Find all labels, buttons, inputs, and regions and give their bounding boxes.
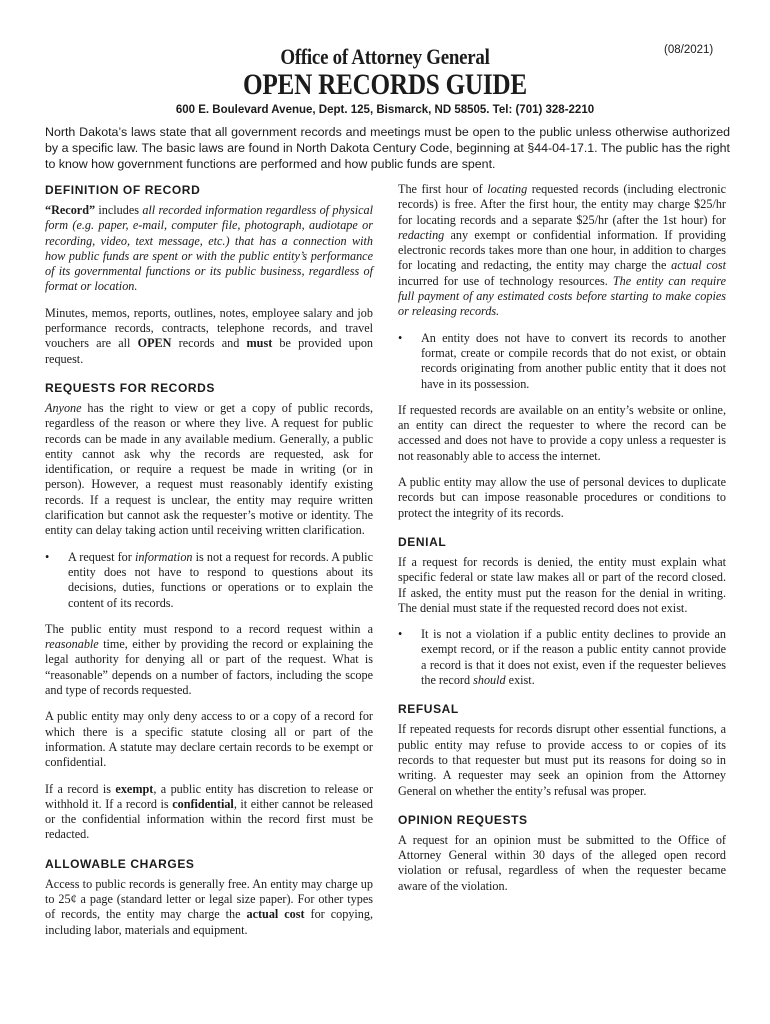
refusal-paragraph: If repeated requests for records disrupt other essential functions, a public entity may refuse to provide access to or copies of its records to that requester but must put its reasons for doing so in writing. A requester may seek an opinion from the Attorney General on whether the entity’s refusal was proper. (398, 722, 726, 798)
left-column (45, 182, 373, 949)
denial-section (398, 534, 726, 688)
must-term: must (246, 336, 273, 351)
actual-cost-term: actual cost (671, 258, 726, 273)
opinion-paragraph: A request for an opinion must be submitted to the Office of Attorney General within 30 days of the alleged open record violation or refusal, regardless of when the requester became aware of the violation. (398, 832, 726, 893)
text-run: The public entity must respond to a record request within a (45, 621, 373, 636)
includes-text: includes (95, 203, 143, 217)
denial-heading: DENIAL (398, 534, 447, 549)
text-run: be provided upon request. (45, 336, 374, 366)
anyone-term: Anyone (45, 400, 82, 415)
charges-bullet: • An entity does not have to convert its records to another format, create or compile records that do not exist, or obtain records originating from another public entity that it does not have in its possession. (398, 331, 726, 392)
locating-term: locating (487, 182, 528, 196)
right-column (398, 182, 726, 905)
exempt-term: exempt (115, 781, 154, 796)
text-run: time, either by providing the record or explaining the legal authority for denying all or part of the request. What is “reasonable” depends on a number of factors, including the scope and type of records requested. (45, 637, 373, 698)
text-run: Minutes, memos, reports, outlines, notes, employee salary and job performance records, contracts, telephone records, and travel vouchers are all (45, 305, 373, 351)
requests-paragraph-2 (45, 622, 373, 698)
page-title: OPEN RECORDS GUIDE (243, 68, 527, 101)
definition-paragraph (45, 203, 373, 295)
open-records-paragraph (45, 306, 373, 367)
requests-heading: REQUESTS FOR RECORDS (45, 380, 216, 395)
opinion-heading: OPINION REQUESTS (398, 812, 528, 827)
requests-paragraph-3: A public entity may only deny access to or a copy of a record for which there is a specific statute closing all or part of the information. A statute may declare certain records to be exempt or confidential. (45, 709, 373, 770)
header-address: 600 E. Boulevard Avenue, Dept. 125, Bismarck, ND 58505. Tel: (701) 328-2210 (175, 104, 595, 116)
opinion-section (398, 812, 726, 894)
text-run: has the right to view or get a copy of public records, regardless of the reason or where they live. A request for public records can be made in any available medium. Generally, a public entity cannot ask why the records are requested, ask for identification, or require a request be made in writing (or in person). However, a request must reasonably identify existing records. If a request is unclear, the entity may require written clarification but cannot ask the requester’s motive or identity. The entity can delay taking action until receiving written clarification. (45, 400, 373, 538)
refusal-section (398, 701, 726, 798)
charges-paragraph-1 (45, 877, 373, 938)
charges-paragraph-4: A public entity may allow the use of personal devices to duplicate records but can impose reasonable procedures or conditions to protect the integrity of its records. (398, 475, 726, 520)
open-term: OPEN (137, 336, 172, 351)
header-office: Office of Attorney General (280, 44, 490, 69)
requests-paragraph-4 (45, 782, 373, 843)
text-run: A request for (68, 549, 135, 564)
text-run: requested records (including electronic records) is free. After the first hour, the entity may charge $25/hr for locating records and a separate $25/hr (after the 1st hour) for (398, 182, 727, 227)
definition-heading: DEFINITION OF RECORD (45, 183, 201, 197)
text-run: exist. (505, 673, 535, 688)
text-run: is not a request for records. A public entity does not have to respond to questions about its decisions, duties, functions or operations or to explain the content of its records. (68, 549, 373, 610)
text-run: records and (171, 336, 247, 351)
record-definition: all recorded information regardless of physical form (e.g. paper, e-mail, computer file, photograph, audiotape or recording, video, text message, etc.) that has a connection with how public funds are spent or with the public entity’s performance of its governmental functions or its public business, regardless of format or location. (45, 203, 373, 294)
header-date: (08/2021) (664, 44, 714, 56)
actual-cost-term: actual cost (246, 907, 305, 922)
requests-paragraph-1 (45, 401, 373, 539)
requests-section (45, 380, 373, 843)
charges-section (45, 856, 373, 938)
text-run: The first hour of (398, 182, 488, 196)
text-run: Access to public records is generally free. An entity may charge up to 25¢ a page (standard letter or legal size paper). For other types of records, the entity may charge the (45, 876, 373, 922)
denial-bullet (398, 627, 726, 688)
definition-section (45, 182, 373, 367)
text-run: It is not a violation if a public entity declines to provide an exempt record, or if the reason a public entity cannot provide a record is that it does not exist, even if the requester believes the record (421, 627, 726, 688)
denial-paragraph: If a request for records is denied, the entity must explain what specific federal or state law makes all or part of the record closed. If asked, the entity must put the reason for the denial in writing. The denial must state if the requested record does not exist. (398, 554, 726, 615)
reasonable-term: reasonable (45, 637, 99, 652)
text-run: any exempt or confidential information. If providing electronic records takes more than one hour, in addition to charges for locating and redacting, the entity may charge the (398, 227, 726, 273)
intro-paragraph: North Dakota’s laws state that all government records and meetings must be open to the public unless otherwise authorized by a specific law. The basic laws are found in North Dakota Century Code, beginning at §44-04-17.1. The public has the right to know how government functions are performed and how public funds are spent. (45, 125, 730, 171)
full-payment-note: The entity can require full payment of any estimated costs before starting to make copies or releasing records. (398, 273, 726, 319)
text-run: If a record is (45, 781, 116, 796)
refusal-heading: REFUSAL (398, 702, 459, 717)
confidential-term: confidential (172, 796, 234, 811)
text-run: incurred for use of technology resources. (398, 273, 613, 288)
should-term: should (473, 673, 506, 688)
charges-paragraph-3: If requested records are available on an entity’s website or online, an entity can direct the requester to where the record can be accessed and does not have to provide a copy unless a requester is not reasonably able to access the internet. (398, 402, 726, 463)
charges-heading: ALLOWABLE CHARGES (45, 856, 195, 871)
information-term: information (134, 549, 193, 564)
text-run: for copying, including labor, materials and equipment. (45, 907, 374, 937)
requests-bullet (45, 550, 373, 611)
record-term: “Record” (45, 203, 96, 217)
text-run: , a public entity has discretion to release or withhold it. If a record is (45, 781, 373, 811)
charges-paragraph-2 (398, 182, 726, 320)
text-run: , it either cannot be released or the confidential information within the record first must be redacted. (45, 796, 373, 842)
redacting-term: redacting (398, 227, 445, 242)
